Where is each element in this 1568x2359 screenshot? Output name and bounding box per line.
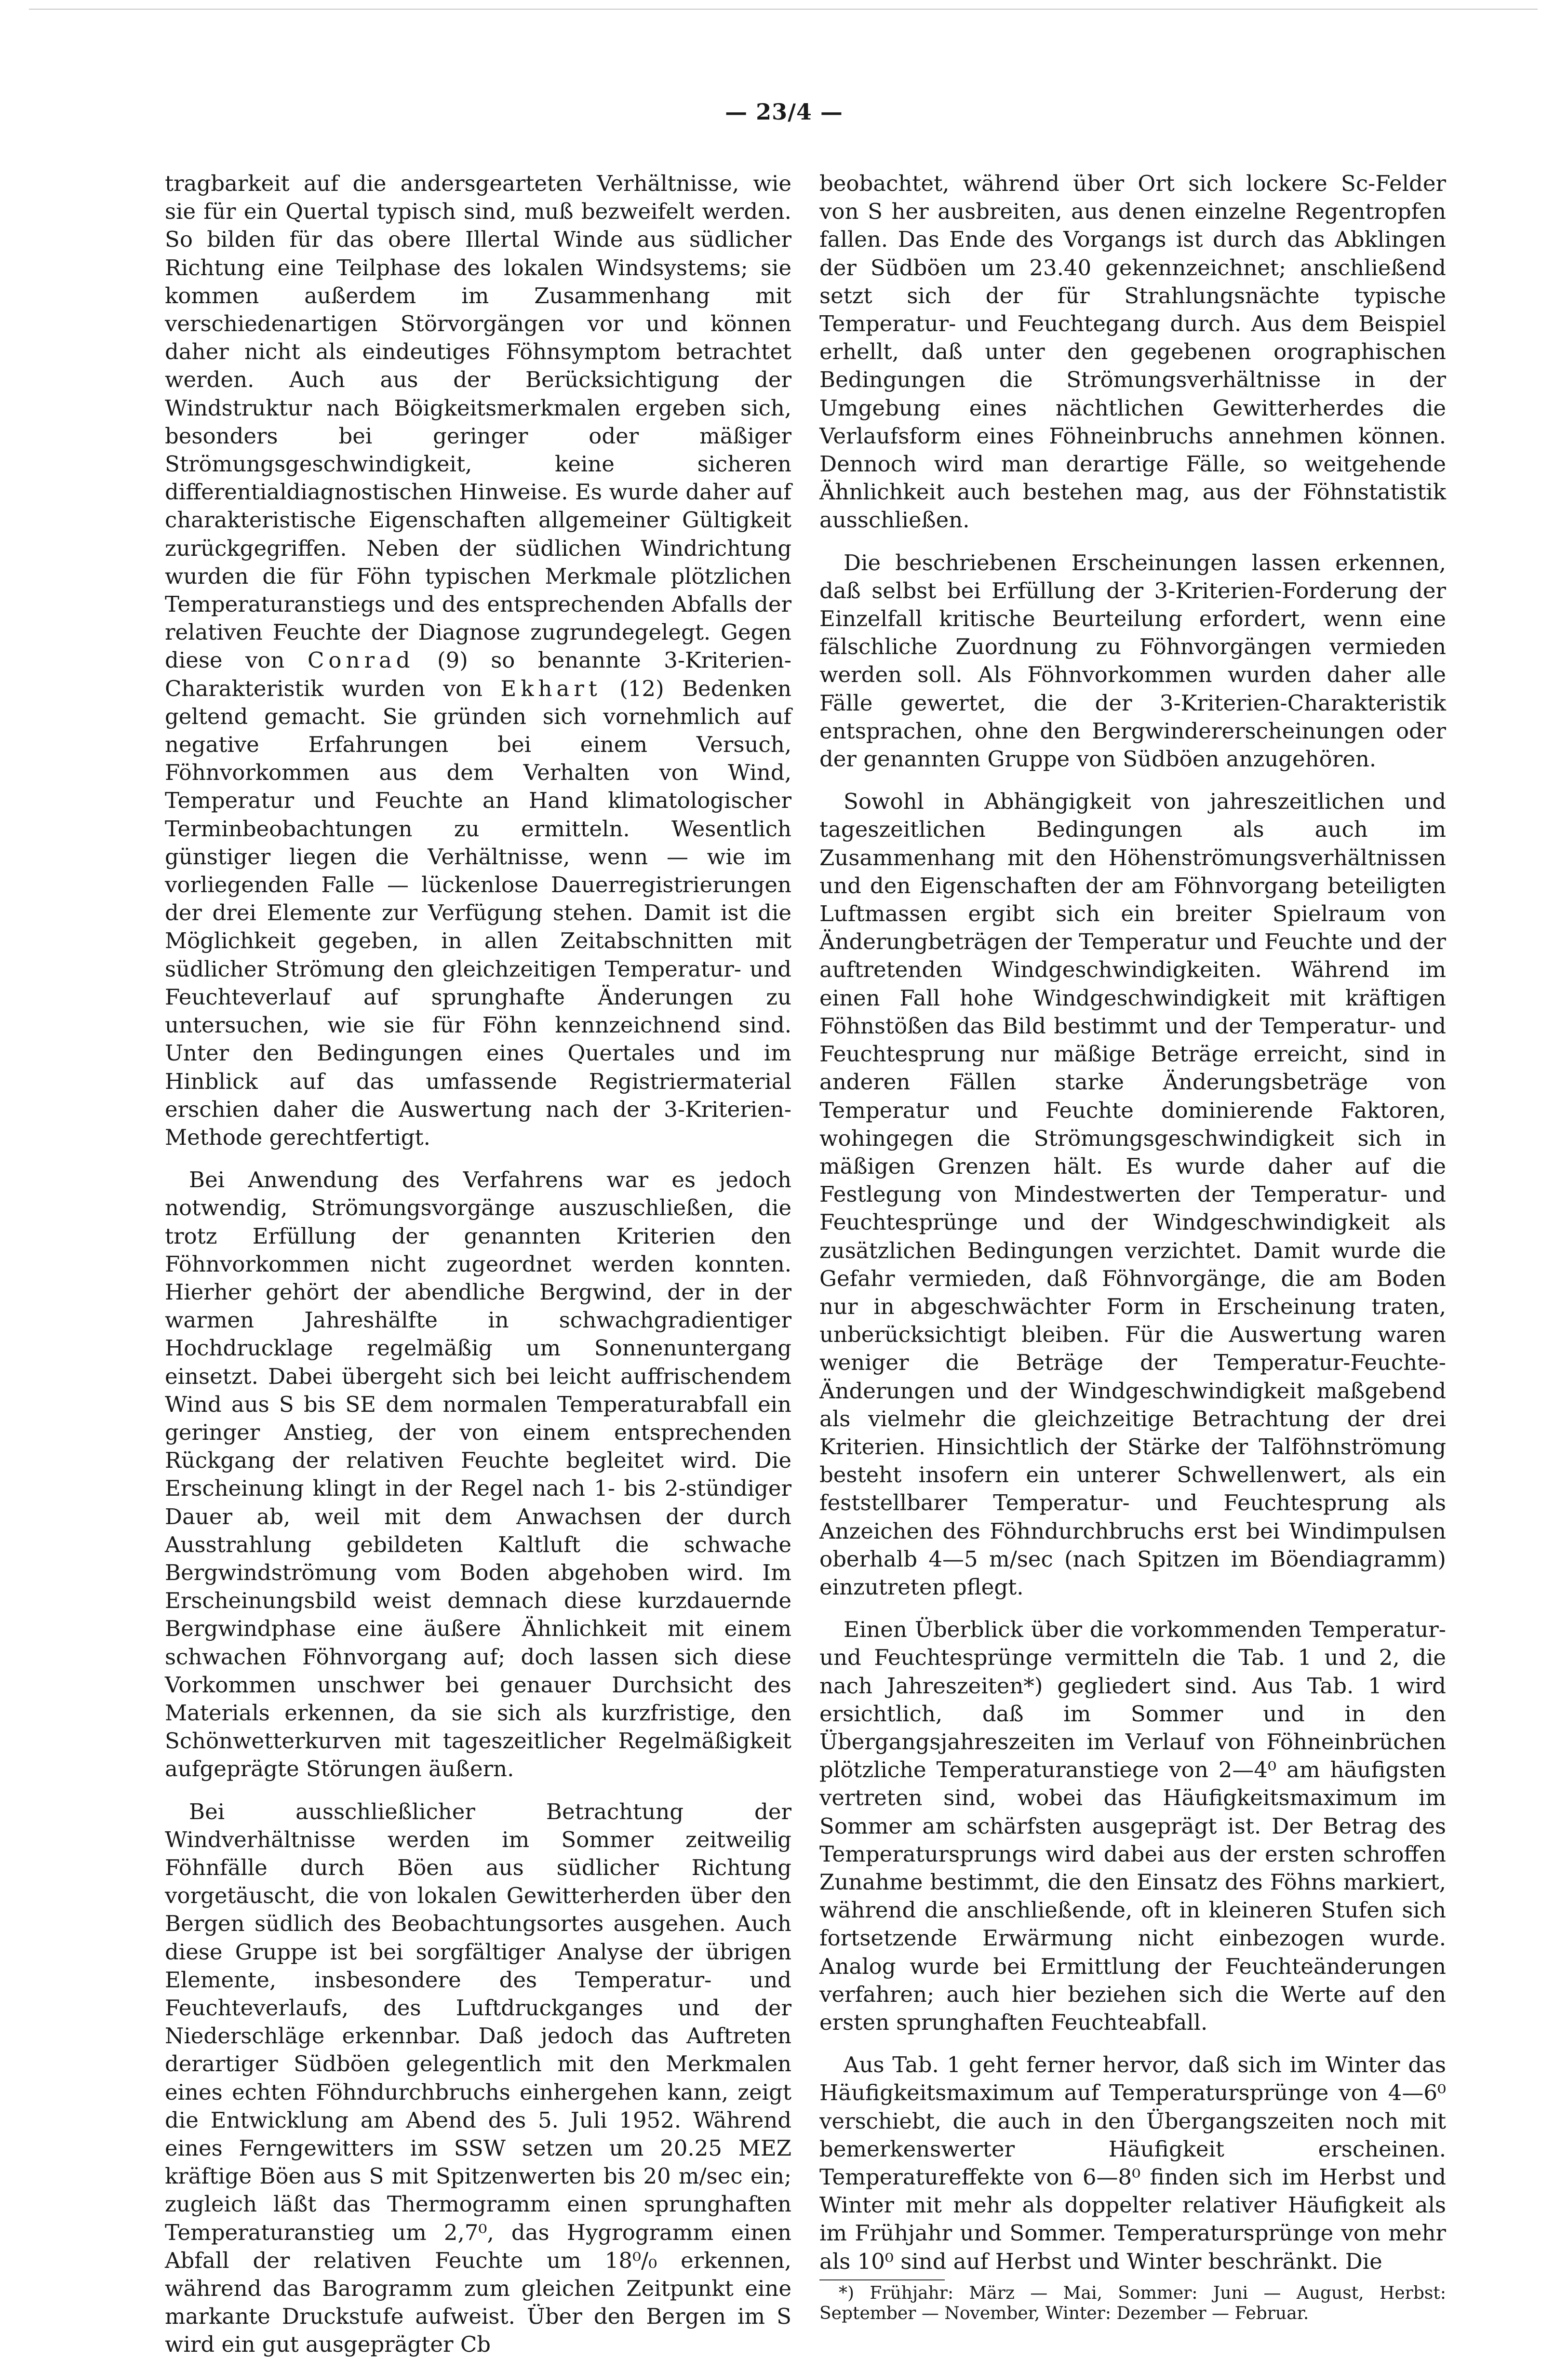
paragraph-text: (9) so benannte 3-Kriterien-Charakteristik wurden von [165,647,791,701]
paragraph: Bei Anwendung des Verfahrens war es jedoch notwendig, Strömungsvorgänge auszuschließen, die trotz Erfüllung der genannten Kriterien den Föhnvorkommen nicht zugeordnet werden konnten. Hierher gehört der abendliche Bergwind, der in der warmen Jahreshälfte in schwachgradientiger Hochdrucklage regelmäßig um Sonnenuntergang einsetzt. Dabei übergeht sich bei leicht auffrischendem Wind aus S bis SE dem normalen Temperaturabfall ein geringer Anstieg, der von einem entsprechenden Rückgang der relativen Feuchte begleitet wird. Die Erscheinung klingt in der Regel nach 1- bis 2-stündiger Dauer ab, weil mit dem Anwachsen der durch Ausstrahlung gebildeten Kaltluft die schwache Bergwindströmung vom Boden abgehoben wird. Im Erscheinungsbild weist demnach diese kurzdauernde Bergwindphase eine äußere Ähnlichkeit mit einem schwachen Föhnvorgang auf; doch lassen sich diese Vorkommen unschwer bei genauer Durchsicht des Materials erkennen, da sie sich als kurzfristige, den Schönwetterkurven mit tageszeitlicher Regelmäßigkeit aufgeprägte Störungen äußern. [165,1167,791,1782]
author-name-conrad: Conrad [307,647,415,673]
paragraph [165,170,791,1152]
page-number: — 23/4 — [725,99,843,125]
paragraph: beobachtet, während über Ort sich lockere Sc-Felder von S her ausbreiten, aus denen einzelne Regentropfen fallen. Das Ende des Vorgangs ist durch das Abklingen der Südböen um 23.40 gekennzeichnet; anschließend setzt sich der für Strahlungsnächte typische Temperatur- und Feuchtegang durch. Aus dem Beispiel erhellt, daß unter den gegebenen orographischen Bedingungen die Strömungsverhältnisse in der Umgebung eines nächtlichen Gewitterherdes die Verlaufsform eines Föhneinbruchs annehmen können. Dennoch wird man derartige Fälle, so weitgehende Ähnlichkeit auch bestehen mag, aus der Föhnstatistik ausschließen. [819,171,1446,533]
paragraph: Die beschriebenen Erscheinungen lassen erkennen, daß selbst bei Erfüllung der 3-Kriterien-Forderung der Einzelfall kritische Beurteilung erfordert, wenn eine fälschliche Zuordnung zu Föhnvorgängen vermieden werden soll. Als Föhnvorkommen wurden daher alle Fälle gewertet, die der 3-Kriterien-Charakteristik entsprachen, ohne den Bergwindererscheinungen oder der genannten Gruppe von Südböen anzugehören. [819,550,1446,772]
left-column [165,170,791,2359]
paragraph-text: tragbarkeit auf die andersgearteten Verhältnisse, wie sie für ein Quertal typisch sind, muß bezweifelt werden. So bilden für das obere Illertal Winde aus südlicher Richtung eine Teilphase des lokalen Windsystems; sie kommen außerdem im Zusammenhang mit verschiedenartigen Störvorgängen vor und können daher nicht als eindeutiges Föhnsymptom betrachtet werden. Auch aus der Berücksichtigung der Windstruktur nach Böigkeitsmerkmalen ergeben sich, besonders bei geringer oder mäßiger Strömungsgeschwindigkeit, keine sicheren differentialdiagnostischen Hinweise. Es wurde daher auf charakteristische Eigenschaften allgemeiner Gültigkeit zurückgegriffen. Neben der südlichen Windrichtung wurden die für Föhn typischen Merkmale plötzlichen Temperaturanstiegs und des entsprechenden Abfalls der relativen Feuchte der Diagnose zugrundegelegt. Gegen diese von [165,171,791,673]
paragraph-text: (12) Bedenken geltend gemacht. Sie gründen sich vornehmlich auf negative Erfahrungen bei einem Versuch, Föhnvorkommen aus dem Verhalten von Wind, Temperatur und Feuchte an Hand klimatologischer Terminbeobachtungen zu ermitteln. Wesentlich günstiger liegen die Verhältnisse, wenn — wie im vorliegenden Falle — lückenlose Dauerregistrierungen der drei Elemente zur Verfügung stehen. Damit ist die Möglichkeit gegeben, in allen Zeitabschnitten mit südlicher Strömung den gleichzeitigen Temperatur- und Feuchteverlauf auf sprunghafte Änderungen zu untersuchen, wie sie für Föhn kennzeichnend sind. Unter den Bedingungen eines Quertales und im Hinblick auf das umfassende Registriermaterial erschien daher die Auswertung nach der 3-Kriterien-Methode gerechtfertigt. [165,675,791,1150]
footnote: *) Frühjahr: März — Mai, Sommer: Juni — August, Herbst: September — November, Winter: Dezember — Februar. [819,2283,1446,2323]
paragraph: Einen Überblick über die vorkommenden Temperatur- und Feuchtesprünge vermitteln die Tab. 1 und 2, die nach Jahreszeiten*) gegliedert sind. Aus Tab. 1 wird ersichtlich, daß im Sommer und in den Übergangsjahreszeiten im Verlauf von Föhneinbrüchen plötzliche Temperaturanstiege von 2—4⁰ am häufigsten vertreten sind, wobei das Häufigkeitsmaximum im Sommer am schärfsten ausgeprägt ist. Der Betrag des Temperatursprungs wird dabei aus der ersten schroffen Zunahme bestimmt, die den Einsatz des Föhns markiert, während die anschließende, oft in kleineren Stufen sich fortsetzende Erwärmung nicht einbezogen wurde. Analog wurde bei Ermittlung der Feuchteänderungen verfahren; auch hier beziehen sich die Werte auf den ersten sprunghaften Feuchteabfall. [819,1617,1446,2035]
paragraph: Aus Tab. 1 geht ferner hervor, daß sich im Winter das Häufigkeitsmaximum auf Temperatursprünge von 4—6⁰ verschiebt, die auch in den Übergangszeiten noch mit bemerkenswerter Häufigkeit erscheinen. Temperatureffekte von 6—8⁰ finden sich im Herbst und Winter mit mehr als doppelter relativer Häufigkeit als im Frühjahr und Sommer. Temperatursprünge von mehr als 10⁰ sind auf Herbst und Winter beschränkt. Die [819,2052,1446,2274]
right-column [819,170,1446,2324]
top-edge-rule [29,9,1538,10]
paragraph: Bei ausschließlicher Betrachtung der Windverhältnisse werden im Sommer zeitweilig Föhnfälle durch Böen aus südlicher Richtung vorgetäuscht, die von lokalen Gewitterherden über den Bergen südlich des Beobachtungsortes ausgehen. Auch diese Gruppe ist bei sorgfältiger Analyse der übrigen Elemente, insbesondere des Temperatur- und Feuchteverlaufs, des Luftdruckganges und der Niederschläge erkennbar. Daß jedoch das Auftreten derartiger Südböen gelegentlich mit den Merkmalen eines echten Föhndurchbruchs einhergehen kann, zeigt die Entwicklung am Abend des 5. Juli 1952. Während eines Ferngewitters im SSW setzen um 20.25 MEZ kräftige Böen aus S mit Spitzenwerten bis 20 m/sec ein; zugleich läßt das Thermogramm einen sprunghaften Temperaturanstieg um 2,7⁰, das Hygrogramm einen Abfall der relativen Feuchte um 18⁰/₀ erkennen, während das Barogramm zum gleichen Zeitpunkt eine markante Druckstufe aufweist. Über den Bergen im S wird ein gut ausgeprägter Cb [165,1798,791,2358]
author-name-ekhart: Ekhart [500,675,602,701]
paragraph: Sowohl in Abhängigkeit von jahreszeitlichen und tageszeitlichen Bedingungen als auch im Zusammenhang mit den Höhenströmungsverhältnissen und den Eigenschaften der am Föhnvorgang beteiligten Luftmassen ergibt sich ein breiter Spielraum von Änderungbeträgen der Temperatur und Feuchte und der auftretenden Windgeschwindigkeiten. Während im einen Fall hohe Windgeschwindigkeit mit kräftigen Föhnstößen das Bild bestimmt und der Temperatur- und Feuchtesprung nur mäßige Beträge erreicht, sind in anderen Fällen starke Änderungsbeträge von Temperatur und Feuchte dominierende Faktoren, wohingegen die Strömungsgeschwindigkeit sich in mäßigen Grenzen hält. Es wurde daher auf die Festlegung von Mindestwerten der Temperatur- und Feuchtesprünge und der Windgeschwindigkeit als zusätzlichen Bedingungen verzichtet. Damit wurde die Gefahr vermieden, daß Föhnvorgänge, die am Boden nur in abgeschwächter Form in Erscheinung traten, unberücksichtigt bleiben. Für die Auswertung waren weniger die Beträge der Temperatur-Feuchte-Änderungen und der Windgeschwindigkeit maßgebend als vielmehr die gleichzeitige Betrachtung der drei Kriterien. Hinsichtlich der Stärke der Talföhnströmung besteht insofern ein unterer Schwellenwert, als ein feststellbarer Temperatur- und Feuchtesprung als Anzeichen des Föhndurchbruchs erst bei Windimpulsen oberhalb 4—5 m/sec (nach Spitzen im Böendiagramm) einzutreten pflegt. [819,789,1446,1600]
footnote-rule [819,2279,945,2280]
